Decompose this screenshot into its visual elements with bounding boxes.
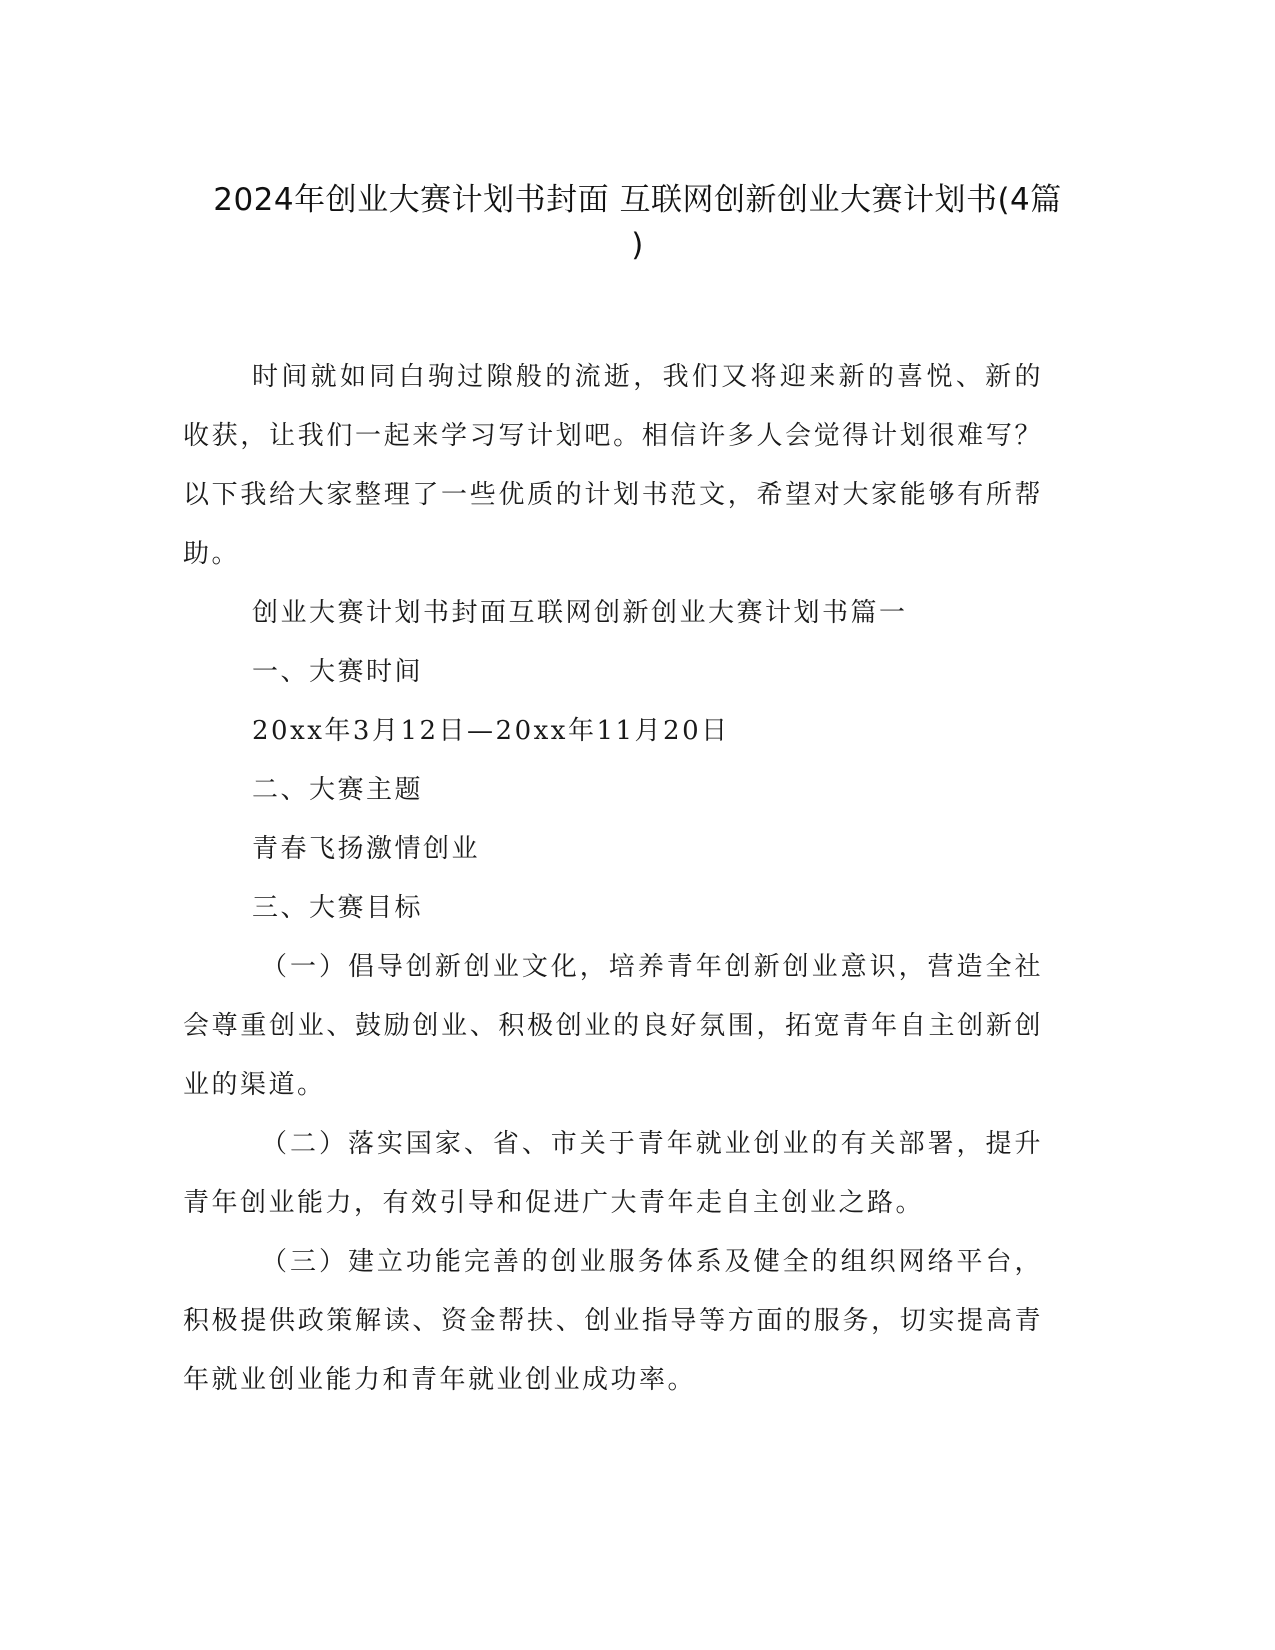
heading-contest-theme: 二、大赛主题 xyxy=(252,775,424,805)
contest-date-range: 20xx年3月12日—20xx年11月20日 xyxy=(252,716,730,746)
goal-paragraph-3: （三）建立功能完善的创业服务体系及健全的组织网络平台，积极提供政策解读、资金帮扶、创业指导等方面的服务，切实提高青年就业创业能力和青年就业创业成功率。 xyxy=(183,1247,1043,1395)
heading-contest-time: 一、大赛时间 xyxy=(252,657,424,687)
goal-paragraph-2: （二）落实国家、省、市关于青年就业创业的有关部署，提升青年创业能力，有效引导和促进广大青年走自主创业之路。 xyxy=(183,1129,1043,1218)
section-heading: 创业大赛计划书封面互联网创新创业大赛计划书篇一 xyxy=(252,598,908,628)
title-line-1: 2024年创业大赛计划书封面 互联网创新创业大赛计划书(4篇 xyxy=(213,182,1062,218)
document-title xyxy=(170,178,1105,268)
heading-contest-goals: 三、大赛目标 xyxy=(252,893,424,923)
title-line-2: ) xyxy=(631,227,644,263)
contest-theme-text: 青春飞扬激情创业 xyxy=(252,834,481,864)
goal-paragraph-1: （一）倡导创新创业文化，培养青年创新创业意识，营造全社会尊重创业、鼓励创业、积极创业的良好氛围，拓宽青年自主创新创业的渠道。 xyxy=(183,952,1043,1100)
intro-paragraph: 时间就如同白驹过隙般的流逝，我们又将迎来新的喜悦、新的收获，让我们一起来学习写计划吧。相信许多人会觉得计划很难写？以下我给大家整理了一些优质的计划书范文，希望对大家能够有所帮助。 xyxy=(183,362,1043,569)
